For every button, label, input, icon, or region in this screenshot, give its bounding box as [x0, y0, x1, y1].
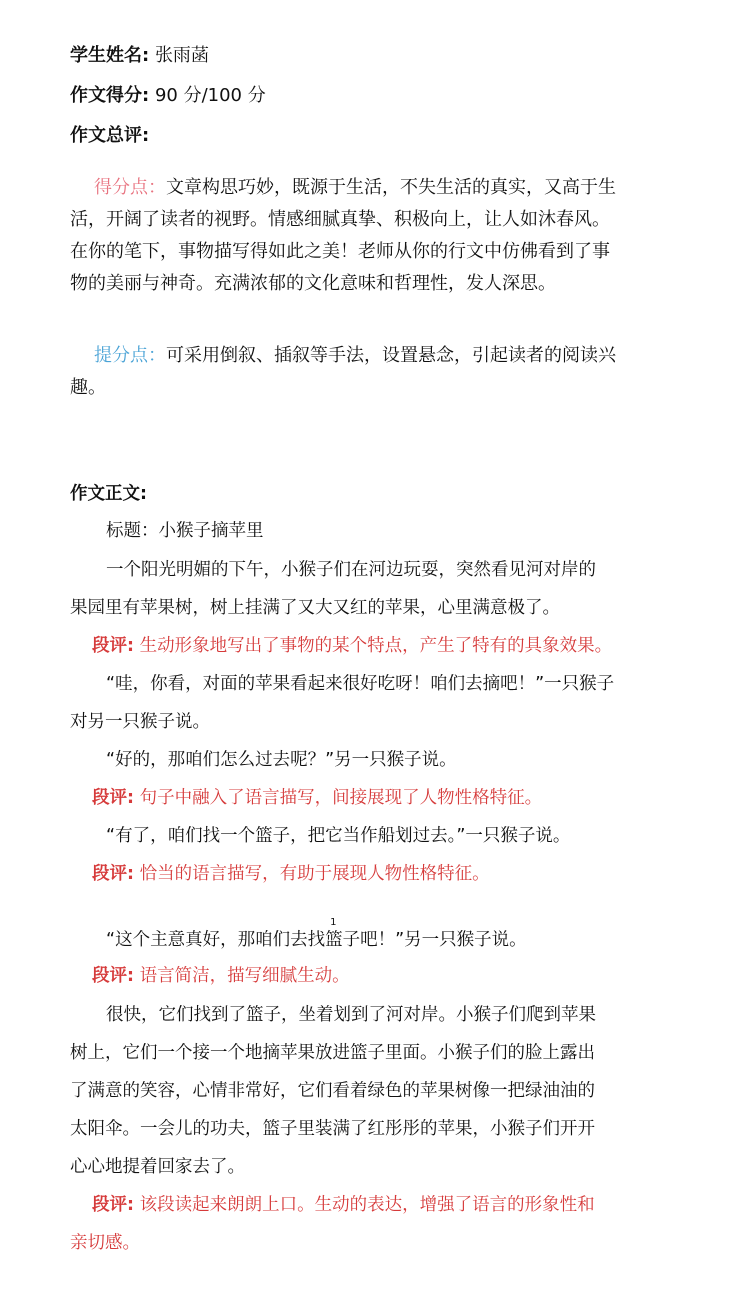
summary-label: 作文总评:: [70, 125, 150, 146]
improve-text: 可采用倒叙、插叙等手法，设置悬念，引起读者的阅读兴: [166, 345, 616, 366]
paragraph-line: 果园里有苹果树，树上挂满了又大又红的苹果，心里满意极了。: [70, 598, 560, 618]
comment-text: 生动形象地写出了事物的某个特点，产生了特有的具象效果。: [139, 636, 613, 656]
paragraph-line: 了满意的笑容，心情非常好，它们看着绿色的苹果树像一把绿油油的: [70, 1081, 595, 1101]
paragraph-line: 对另一只猴子说。: [70, 712, 210, 732]
student-name-value: 张雨菡: [154, 45, 209, 66]
paragraph-line: [70, 917, 527, 954]
comment-label: 段评:: [92, 1195, 134, 1215]
essay-body-label: 作文正文:: [70, 484, 147, 504]
student-name-label: 学生姓名:: [70, 45, 150, 66]
paragraph-comment: [70, 1191, 595, 1219]
improve-label: 提分点：: [94, 345, 166, 366]
paragraph-line: “好的，那咱们怎么过去呢？”另一只猴子说。: [106, 750, 457, 770]
comment-text: 恰当的语言描写，有助于展现人物性格特征。: [139, 864, 490, 884]
score-line: [70, 84, 266, 108]
improve-line: 趣。: [70, 377, 106, 398]
paragraph-line: 一个阳光明媚的下午，小猴子们在河边玩耍，突然看见河对岸的: [106, 560, 596, 580]
comment-text: 语言简洁，描写细腻生动。: [139, 966, 350, 986]
strengths-line: 物的美丽与神奇。充满浓郁的文化意味和哲理性，发人深思。: [70, 273, 556, 294]
improve-line: [70, 340, 670, 372]
score-label: 作文得分:: [70, 85, 150, 106]
footnote-anchor: [325, 917, 343, 950]
paragraph-line: 太阳伞。一会儿的功夫，篮子里装满了红彤彤的苹果，小猴子们开开: [70, 1119, 595, 1139]
comment-label: 段评:: [92, 636, 134, 656]
score-value: 90 分/100 分: [154, 85, 266, 106]
paragraph-comment: [70, 632, 612, 660]
paragraph-comment: [70, 860, 490, 888]
student-name-line: [70, 44, 209, 68]
summary-heading: [70, 124, 149, 148]
paragraph-text: 篮: [325, 930, 343, 950]
comment-label: 段评:: [92, 864, 134, 884]
strengths-text: 文章构思巧妙，既源于生活，不失生活的真实，又高于生: [166, 177, 616, 198]
strengths-line: [70, 172, 670, 204]
paragraph-comment: [70, 962, 350, 990]
comment-text: 该段读起来朗朗上口。生动的表达，增强了语言的形象性和: [139, 1195, 595, 1215]
paragraph-line: 心心地提着回家去了。: [70, 1157, 245, 1177]
paragraph-line: “哇，你看，对面的苹果看起来很好吃呀！咱们去摘吧！”一只猴子: [106, 674, 615, 694]
paragraph-line: “有了，咱们找一个篮子，把它当作船划过去。”一只猴子说。: [106, 826, 571, 846]
strengths-block: [70, 172, 670, 300]
comment-label: 段评:: [92, 788, 134, 808]
improve-block: [70, 340, 670, 404]
paragraph-comment-line: 亲切感。: [70, 1233, 140, 1253]
strengths-line: 活，开阔了读者的视野。情感细腻真挚、积极向上，让人如沐春风。: [70, 209, 610, 230]
comment-text: 句子中融入了语言描写，间接展现了人物性格特征。: [139, 788, 543, 808]
essay-body-heading: [70, 480, 147, 508]
footnote-mark: 1: [330, 917, 337, 928]
paragraph-line: 很快，它们找到了篮子，坐着划到了河对岸。小猴子们爬到苹果: [106, 1005, 596, 1025]
paragraph-comment: [70, 784, 542, 812]
strengths-label: 得分点：: [94, 177, 166, 198]
strengths-line: 在你的笔下，事物描写得如此之美！老师从你的行文中仿佛看到了事: [70, 241, 610, 262]
comment-label: 段评:: [92, 966, 134, 986]
paragraph-text: “这个主意真好，那咱们去找: [106, 930, 326, 950]
essay-title: 标题：小猴子摘苹里: [106, 521, 264, 541]
paragraph-text: 子吧！”另一只猴子说。: [342, 930, 527, 950]
paragraph-line: 树上，它们一个接一个地摘苹果放进篮子里面。小猴子们的脸上露出: [70, 1043, 595, 1063]
